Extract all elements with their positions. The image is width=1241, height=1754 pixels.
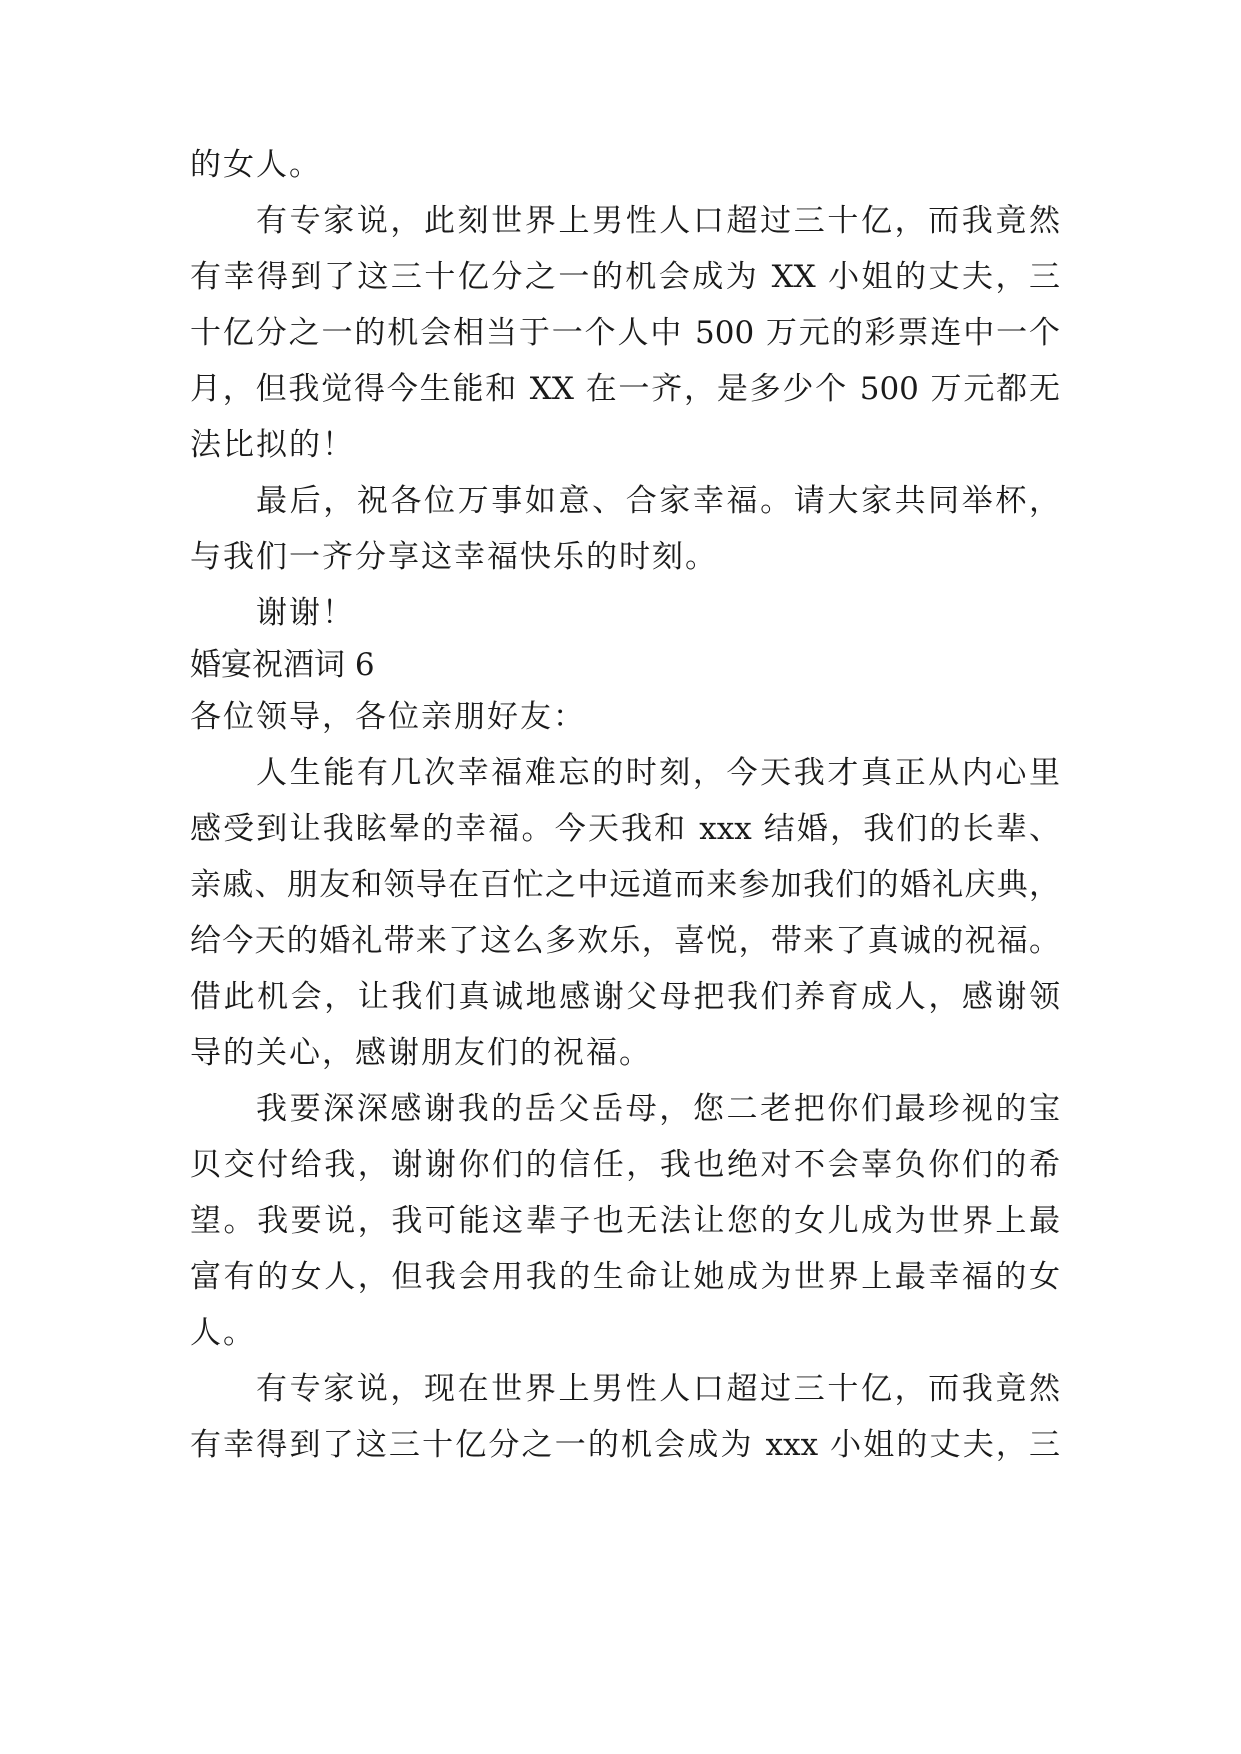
paragraph-line: 借此机会，让我们真诚地感谢父母把我们养育成人，感谢领 bbox=[190, 979, 1060, 1015]
paragraph-line: 感受到让我眩晕的幸福。今天我和 xxx 结婚，我们的长辈、 bbox=[190, 811, 1060, 847]
paragraph-line: 谢谢！ bbox=[256, 595, 355, 631]
paragraph-line: 与我们一齐分享这幸福快乐的时刻。 bbox=[190, 539, 718, 575]
salutation-line: 各位领导，各位亲朋好友： bbox=[190, 699, 586, 735]
paragraph-line: 有幸得到了这三十亿分之一的机会成为 XX 小姐的丈夫，三 bbox=[190, 259, 1060, 295]
paragraph-line: 人。 bbox=[190, 1315, 256, 1351]
paragraph-line: 月，但我觉得今生能和 XX 在一齐，是多少个 500 万元都无 bbox=[190, 371, 1060, 407]
paragraph-line: 最后，祝各位万事如意、合家幸福。请大家共同举杯， bbox=[256, 483, 1060, 519]
paragraph-line: 法比拟的！ bbox=[190, 427, 355, 463]
paragraph-line: 有专家说，现在世界上男性人口超过三十亿，而我竟然 bbox=[256, 1371, 1060, 1407]
paragraph-line: 人生能有几次幸福难忘的时刻，今天我才真正从内心里 bbox=[256, 755, 1060, 791]
paragraph-line: 十亿分之一的机会相当于一个人中 500 万元的彩票连中一个 bbox=[190, 315, 1060, 351]
paragraph-line: 的女人。 bbox=[190, 147, 322, 183]
paragraph-line: 贝交付给我，谢谢你们的信任，我也绝对不会辜负你们的希 bbox=[190, 1147, 1060, 1183]
section-heading: 婚宴祝酒词 6 bbox=[190, 647, 375, 683]
paragraph-line: 有专家说，此刻世界上男性人口超过三十亿，而我竟然 bbox=[256, 203, 1060, 239]
paragraph-line: 有幸得到了这三十亿分之一的机会成为 xxx 小姐的丈夫，三 bbox=[190, 1427, 1060, 1463]
paragraph-line: 望。我要说，我可能这辈子也无法让您的女儿成为世界上最 bbox=[190, 1203, 1060, 1239]
paragraph-line: 导的关心，感谢朋友们的祝福。 bbox=[190, 1035, 652, 1071]
paragraph-line: 给今天的婚礼带来了这么多欢乐，喜悦，带来了真诚的祝福。 bbox=[190, 923, 1060, 959]
paragraph-line: 富有的女人，但我会用我的生命让她成为世界上最幸福的女 bbox=[190, 1259, 1060, 1295]
paragraph-line: 我要深深感谢我的岳父岳母，您二老把你们最珍视的宝 bbox=[256, 1091, 1060, 1127]
paragraph-line: 亲戚、朋友和领导在百忙之中远道而来参加我们的婚礼庆典， bbox=[190, 867, 1060, 903]
